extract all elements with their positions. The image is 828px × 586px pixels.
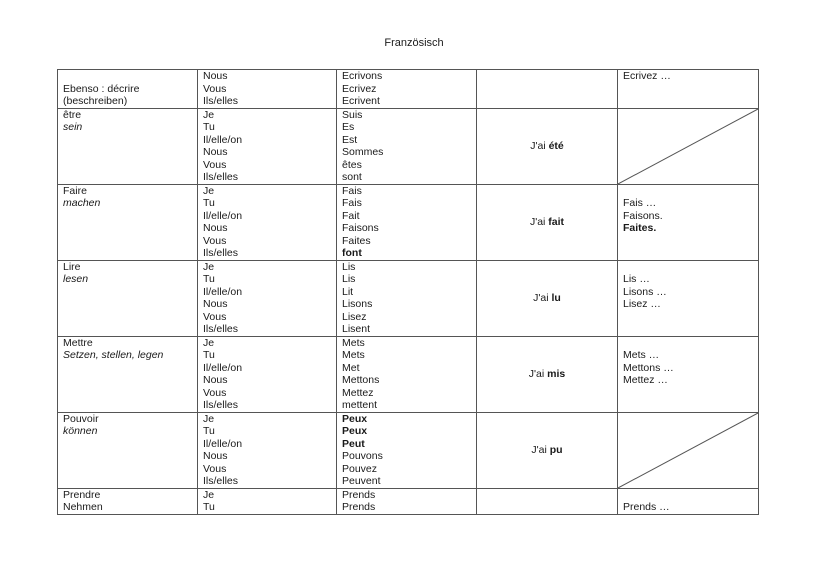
imperative-cell: [618, 184, 759, 260]
pronoun: Il/elle/on: [203, 437, 243, 450]
verb-form: Mets: [342, 349, 365, 361]
forms-cell: [337, 184, 477, 260]
pronoun: Il/elle/on: [203, 285, 243, 298]
verb-translation: Nehmen: [63, 501, 103, 513]
verb-form: Lis: [342, 260, 356, 273]
verb-translation: können: [63, 425, 98, 437]
forms-cell: [337, 412, 477, 488]
verb-form: Peuvent: [342, 475, 381, 487]
verb-form: Es: [342, 121, 355, 133]
pronoun: Vous: [203, 158, 227, 171]
verb-form: Mettez: [342, 386, 374, 399]
verb-form: Suis: [342, 108, 363, 121]
perfect-aux: J'ai: [528, 367, 548, 380]
pronoun: Nous: [203, 374, 228, 386]
table-row: [58, 260, 759, 336]
pronoun: Il/elle/on: [203, 209, 243, 222]
forms-cell: [337, 260, 477, 336]
verb-form: Prends: [342, 488, 376, 501]
pronoun: Ils/elles: [203, 399, 239, 411]
imperative-cell-empty: [618, 412, 759, 488]
perfect-cell: [477, 488, 618, 514]
imperative: Ecrivez …: [623, 70, 671, 82]
verb-name: Pouvoir: [63, 412, 99, 425]
pronoun: Ils/elles: [203, 475, 239, 487]
imperative: Lisez …: [623, 298, 661, 310]
imperative-cell: [618, 70, 759, 109]
verb-form: Sommes: [342, 146, 384, 158]
verb-line: Ebenso : décrire: [63, 82, 140, 95]
pronoun: Vous: [203, 234, 227, 247]
pronoun-cell: [198, 184, 337, 260]
table-row: [58, 336, 759, 412]
verb-line: [63, 70, 192, 83]
perfect-participle: lu: [551, 291, 561, 304]
forms-cell: [337, 108, 477, 184]
verb-translation: sein: [63, 121, 83, 133]
pronoun: Tu: [203, 121, 215, 133]
verb-cell: [58, 412, 198, 488]
verb-form: Peux: [342, 425, 368, 437]
pronoun: Vous: [203, 82, 227, 95]
pronoun: Vous: [203, 310, 227, 323]
forms-cell: [337, 336, 477, 412]
pronoun: Je: [203, 184, 215, 197]
verb-translation: machen: [63, 197, 101, 209]
perfect-aux: J'ai: [530, 139, 549, 152]
perfect-aux: J'ai: [529, 215, 549, 228]
pronoun: Tu: [203, 197, 215, 209]
imperative-cell: [618, 260, 759, 336]
verb-form: Met: [342, 361, 360, 374]
verb-cell: [58, 260, 198, 336]
pronoun: Vous: [203, 386, 227, 399]
pronoun: Je: [203, 336, 215, 349]
verb-name: Mettre: [63, 336, 93, 349]
imperative: Prends …: [623, 501, 670, 513]
perfect-participle: pu: [549, 443, 563, 456]
imperative: [623, 185, 753, 198]
pronoun: Nous: [203, 146, 228, 158]
table-row: [58, 412, 759, 488]
diagonal-strike: [618, 109, 758, 184]
pronoun: Ils/elles: [203, 171, 239, 183]
verb-cell: [58, 184, 198, 260]
pronoun: Tu: [203, 425, 215, 437]
verb-name: Prendre: [63, 488, 101, 501]
verb-form: Lisent: [342, 323, 371, 335]
pronoun: Il/elle/on: [203, 133, 243, 146]
verb-form: Mettons: [342, 374, 380, 386]
imperative-cell: [618, 488, 759, 514]
verb-cell: [58, 108, 198, 184]
verb-form: Lisez: [342, 310, 367, 323]
verb-form: Ecrivons: [342, 70, 383, 82]
pronoun: Tu: [203, 273, 215, 285]
pronoun: Tu: [203, 501, 215, 513]
perfect-aux: J'ai: [533, 291, 552, 304]
pronoun: Je: [203, 488, 215, 501]
verb-form: Faisons: [342, 222, 379, 234]
pronoun-cell: [198, 108, 337, 184]
verb-form: Ecrivent: [342, 95, 380, 107]
imperative: Fais …: [623, 197, 657, 209]
verb-form: Faites: [342, 234, 371, 247]
imperative: Lis …: [623, 273, 650, 285]
pronoun: Nous: [203, 222, 228, 234]
perfect-participle: été: [548, 139, 564, 152]
verb-form: Ecrivez: [342, 82, 377, 95]
perfect-cell: [477, 412, 618, 488]
imperative-cell-empty: [618, 108, 759, 184]
verb-form: Prends: [342, 501, 376, 513]
pronoun-cell: [198, 412, 337, 488]
pronoun: Il/elle/on: [203, 361, 243, 374]
perfect-participle: mis: [547, 367, 566, 380]
verb-name: Lire: [63, 260, 81, 273]
pronoun: Vous: [203, 462, 227, 475]
perfect-aux: J'ai: [531, 443, 550, 456]
perfect-cell: [477, 108, 618, 184]
perfect-cell: [477, 70, 618, 109]
pronoun-cell: [198, 336, 337, 412]
verb-form: Mets: [342, 336, 365, 349]
verb-form: Peux: [342, 412, 368, 425]
verb-form: sont: [342, 171, 362, 183]
pronoun-cell: [198, 260, 337, 336]
table-row: [58, 70, 759, 109]
pronoun: Ils/elles: [203, 323, 239, 335]
verb-line: (beschreiben): [63, 95, 128, 107]
imperative: [623, 337, 753, 350]
imperative: Faites.: [623, 222, 657, 234]
pronoun: Je: [203, 108, 215, 121]
pronoun: Nous: [203, 70, 228, 82]
verb-translation: lesen: [63, 273, 89, 285]
verb-form: Est: [342, 133, 358, 146]
imperative: [623, 489, 753, 502]
pronoun-cell: [198, 488, 337, 514]
imperative-cell: [618, 336, 759, 412]
verb-form: êtes: [342, 158, 362, 171]
table-row: [58, 184, 759, 260]
pronoun-cell: [198, 70, 337, 109]
imperative: Lisons …: [623, 285, 667, 298]
imperative: Mettez …: [623, 374, 668, 386]
verb-form: Lisons: [342, 298, 373, 310]
pronoun: Tu: [203, 349, 215, 361]
verb-translation: Setzen, stellen, legen: [63, 349, 164, 361]
pronoun: Je: [203, 412, 215, 425]
verb-cell: [58, 70, 198, 109]
forms-cell: [337, 488, 477, 514]
table-row: [58, 108, 759, 184]
pronoun: Ils/elles: [203, 247, 239, 259]
verb-form: Lis: [342, 273, 356, 285]
verb-form: Fait: [342, 209, 360, 222]
forms-cell: [337, 70, 477, 109]
imperative: Faisons.: [623, 209, 663, 222]
perfect-participle: fait: [548, 215, 565, 228]
verb-name: Faire: [63, 184, 87, 197]
pronoun: Je: [203, 260, 215, 273]
verb-cell: [58, 336, 198, 412]
perfect-cell: [477, 336, 618, 412]
verb-form: Peut: [342, 437, 365, 450]
verb-form: Pouvons: [342, 450, 383, 462]
imperative: Mettons …: [623, 361, 674, 374]
verb-form: Fais: [342, 197, 362, 209]
table-row: [58, 488, 759, 514]
verb-form: Pouvez: [342, 462, 378, 475]
imperative: Mets …: [623, 349, 660, 361]
pronoun: Nous: [203, 298, 228, 310]
verb-name: être: [63, 108, 82, 121]
verb-form: Lit: [342, 285, 354, 298]
verb-form: font: [342, 247, 362, 259]
perfect-cell: [477, 260, 618, 336]
verb-cell: [58, 488, 198, 514]
conjugation-table: [57, 69, 759, 515]
pronoun: Ils/elles: [203, 95, 239, 107]
diagonal-strike: [618, 413, 758, 488]
page-title: Französisch: [384, 37, 444, 49]
perfect-cell: [477, 184, 618, 260]
verb-form: Fais: [342, 184, 362, 197]
imperative: [623, 261, 753, 274]
pronoun: Nous: [203, 450, 228, 462]
verb-form: mettent: [342, 399, 378, 411]
